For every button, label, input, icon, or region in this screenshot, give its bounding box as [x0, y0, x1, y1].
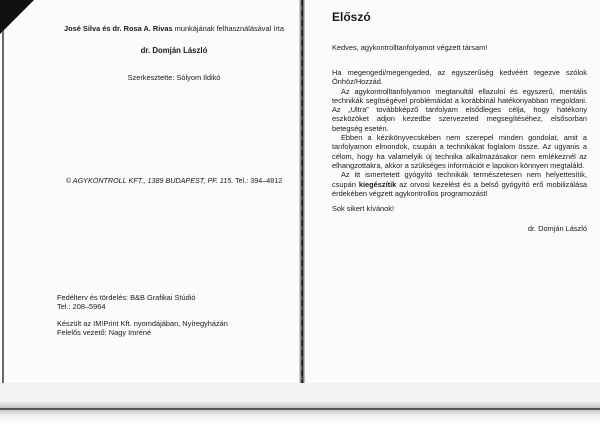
- right-page: [305, 0, 600, 383]
- production-credits: [57, 293, 292, 344]
- copyright-tel: Tel.: 394–4812: [233, 176, 283, 185]
- gutter-binding: [301, 0, 303, 383]
- credits-suffix: munkájának felhasználásával írta: [172, 24, 284, 33]
- author-name: dr. Domján László: [140, 46, 208, 55]
- book-bottom-edge: [0, 408, 600, 410]
- print-manager: Felelős vezető: Nagy Imréné: [57, 327, 152, 337]
- signature: dr. Domján László: [527, 224, 587, 233]
- paragraph-3: Ebben a kézikönyvecskében nem szerepel minden gondolat, amit a tanfolyamon elmondok, csupán a technikákat foglalom össze. Az ugyanis a célom, hogy ha valamelyik új technika alkalmazásakor nem emlékeznél az elhangzottakra, akkor a szükséges információt e lapokon könnyen megtaláld.: [332, 133, 587, 170]
- copyright-line: [54, 176, 294, 185]
- page-bottom-shadow: [0, 383, 600, 424]
- left-page: [0, 0, 299, 383]
- paragraph-4-start: Az itt ismertetett gyógyító technikák természetesen nem helyettesítik, csupán: [332, 170, 587, 189]
- closing-line: Sok sikert kívánok!: [332, 204, 395, 213]
- paragraph-4-emphasis: kiegészítik: [358, 179, 397, 189]
- paragraph-4: [332, 170, 587, 198]
- page-title: Előszó: [332, 10, 371, 24]
- preface-body: [332, 68, 587, 198]
- paragraph-1: Ha megengedi/megengeded, az egyszerűség kedvéért tegezve szólok Önhöz/Hozzád.: [332, 68, 587, 87]
- copyright-text: © AGYKONTROLL KFT., 1389 BUDAPEST, PF. 115.: [65, 176, 234, 185]
- editor-line: Szerkesztette: Sólyom Ildikó: [127, 73, 221, 82]
- credits-line: [54, 24, 294, 33]
- greeting: Kedves, agykontrolltanfolyamot végzett társam!: [332, 43, 488, 52]
- paragraph-2: Az agykontrolltanfolyamon megtanultál ellazulni és egyszerű, mentális technikák segítségével problémáidat a korábbinál hatékonyabban megoldani. Az „Ultra” továbbképző tanfolyam elsődleges célja, hogy hatékony eszközöket adjon kezedbe szervezeted megsegítéséhez, elsősorban betegség esetén.: [332, 86, 587, 133]
- paragraph-4-end: az orvosi kezelést és a belső gyógyító erő mobilizálása érdekében végzett agykontrollos programozást!: [332, 179, 587, 198]
- design-tel: Tel.: 208–5964: [57, 302, 106, 312]
- print-credit: Készült az IM!Print Kft. nyomdájában, Nyíregyházán: [57, 318, 228, 328]
- credits-authors: José Silva és dr. Rosa A. Rivas: [64, 24, 173, 33]
- design-credit: Fedélterv és tördelés: B&B Grafikai Stúdió: [57, 293, 196, 302]
